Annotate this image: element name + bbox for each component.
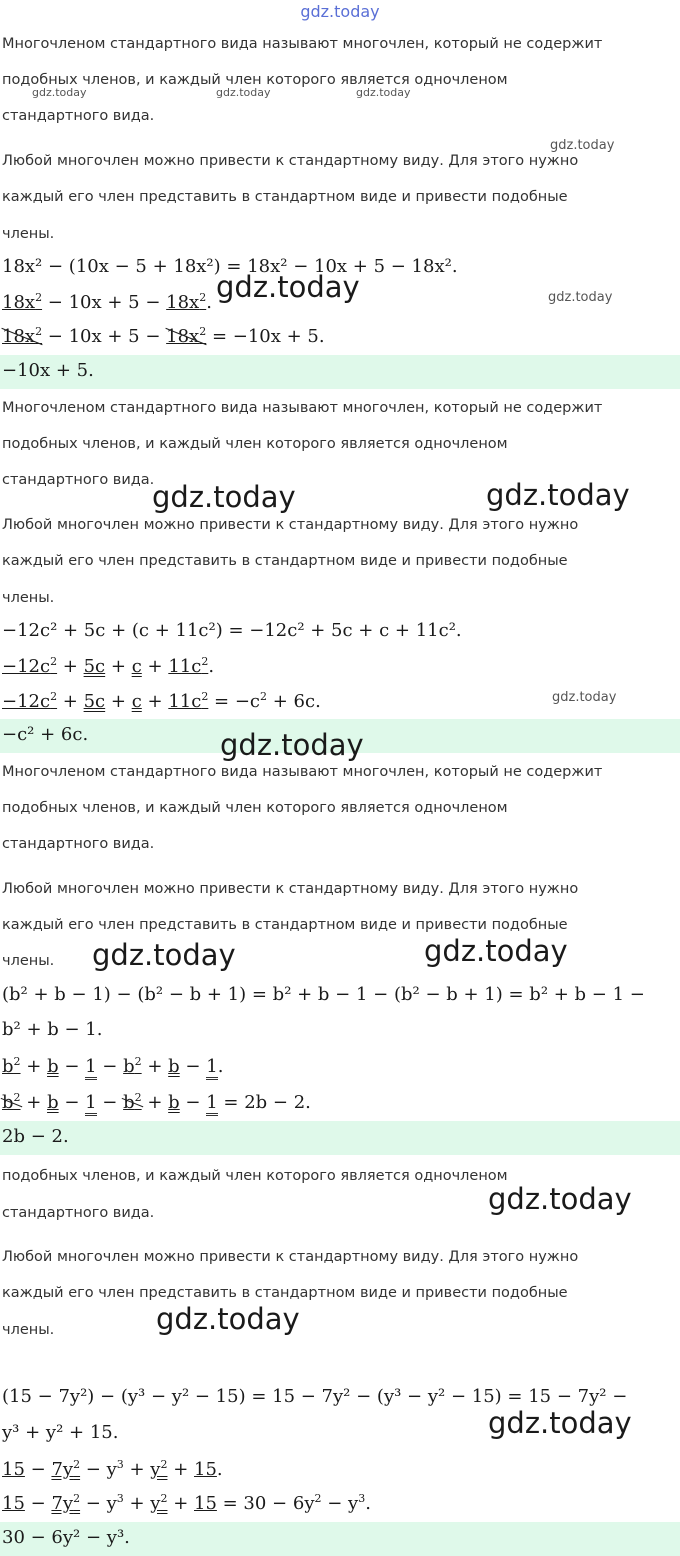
watermark: gdz.today [552, 690, 617, 705]
definition-line-3: стандартного вида. [2, 836, 155, 852]
task3-step-1: (b² + b − 1) − (b² − b + 1) = b² + b − 1 − (b² − b + 1) = b² + b − 1 − [2, 984, 645, 1005]
definition-line-3: стандартного вида. [2, 108, 155, 124]
rule-line-1: Любой многочлен можно привести к стандартному виду. Для этого нужно [2, 153, 579, 169]
definition-line-3: стандартного вида. [2, 1205, 155, 1221]
definition-line-2: подобных членов, и каждый член которого является одночленом [2, 800, 508, 816]
task2-step-2: $-12c^2 + 5c + c + 11c^2$. [2, 655, 215, 677]
rule-line-2: каждый его член представить в стандартном виде и привести подобные [2, 189, 568, 205]
task2-step-1: −12c² + 5c + (c + 11c²) = −12c² + 5c + c + 11c². [2, 620, 462, 641]
rule-line-3: члены. [2, 590, 55, 606]
task3-step-1-continued: b² + b − 1. [2, 1019, 103, 1040]
definition-line-2: подобных членов, и каждый член которого является одночленом [2, 436, 508, 452]
task1-answer: −10x + 5. [2, 360, 94, 381]
task4-answer: 30 − 6y² − y³. [2, 1527, 130, 1548]
definition-line-2: подобных членов, и каждый член которого является одночленом [2, 1168, 508, 1184]
watermark: gdz.today [32, 86, 87, 99]
watermark: gdz.today [486, 478, 630, 512]
watermark: gdz.today [488, 1406, 632, 1440]
watermark: gdz.today [156, 1302, 300, 1336]
task2-answer: −c² + 6c. [2, 724, 89, 745]
watermark: gdz.today [152, 480, 296, 514]
task3-answer: 2b − 2. [2, 1126, 69, 1147]
task4-step-1-continued: y³ + y² + 15. [2, 1422, 119, 1443]
task4-step-3: $15 - 7y^2 - y^3 + y^2 + 15 = 30 - 6y^2 - y^3$. [2, 1492, 371, 1514]
rule-line-2: каждый его член представить в стандартном виде и привести подобные [2, 917, 568, 933]
task4-answer-box [0, 1522, 680, 1556]
rule-line-1: Любой многочлен можно привести к стандартному виду. Для этого нужно [2, 881, 579, 897]
task2-step-3: $-12c^2 + 5c + c + 11c^2 = -c^2 + 6c$. [2, 690, 321, 712]
task4-step-1: (15 − 7y²) − (y³ − y² − 15) = 15 − 7y² − (y³ − y² − 15) = 15 − 7y² − [2, 1386, 628, 1407]
task4-step-2: $15 - 7y^2 - y^3 + y^2 + 15$. [2, 1458, 223, 1480]
rule-line-3: члены. [2, 1322, 55, 1338]
task3-answer-box [0, 1121, 680, 1155]
rule-line-2: каждый его член представить в стандартном виде и привести подобные [2, 1285, 568, 1301]
rule-line-2: каждый его член представить в стандартном виде и привести подобные [2, 553, 568, 569]
definition-line-3: стандартного вида. [2, 472, 155, 488]
task3-step-3: $b^2 + b - 1 - b^2 + b - 1 = 2b - 2$. [2, 1091, 311, 1113]
watermark: gdz.today [92, 938, 236, 972]
definition-line-2: подобных членов, и каждый член которого является одночленом [2, 72, 508, 88]
task3-step-2: $b^2 + b - 1 - b^2 + b - 1$. [2, 1055, 223, 1077]
watermark: gdz.today [220, 728, 364, 762]
task1-answer-box [0, 355, 680, 389]
rule-line-3: члены. [2, 226, 55, 242]
watermark: gdz.today [356, 86, 411, 99]
watermark: gdz.today [488, 1182, 632, 1216]
rule-line-3: члены. [2, 953, 55, 969]
watermark: gdz.today [550, 138, 615, 153]
definition-line-1: Многочленом стандартного вида называют многочлен, который не содержит [2, 764, 603, 780]
definition-line-1: Многочленом стандартного вида называют многочлен, который не содержит [2, 400, 603, 416]
rule-line-1: Любой многочлен можно привести к стандартному виду. Для этого нужно [2, 1249, 579, 1265]
task1-step-1: 18x² − (10x − 5 + 18x²) = 18x² − 10x + 5 − 18x². [2, 256, 458, 277]
definition-line-1: Многочленом стандартного вида называют многочлен, который не содержит [2, 36, 603, 52]
rule-line-1: Любой многочлен можно привести к стандартному виду. Для этого нужно [2, 517, 579, 533]
watermark: gdz.today [216, 86, 271, 99]
watermark: gdz.today [424, 934, 568, 968]
watermark-top: gdz.today [300, 2, 380, 21]
task1-step-2: $18x^2 - 10x + 5 - 18x^2$. [2, 291, 212, 313]
watermark: gdz.today [216, 270, 360, 304]
task1-step-3: $18x^2 - 10x + 5 - 18x^2 = -10x + 5$. [2, 325, 325, 347]
watermark: gdz.today [548, 290, 613, 305]
